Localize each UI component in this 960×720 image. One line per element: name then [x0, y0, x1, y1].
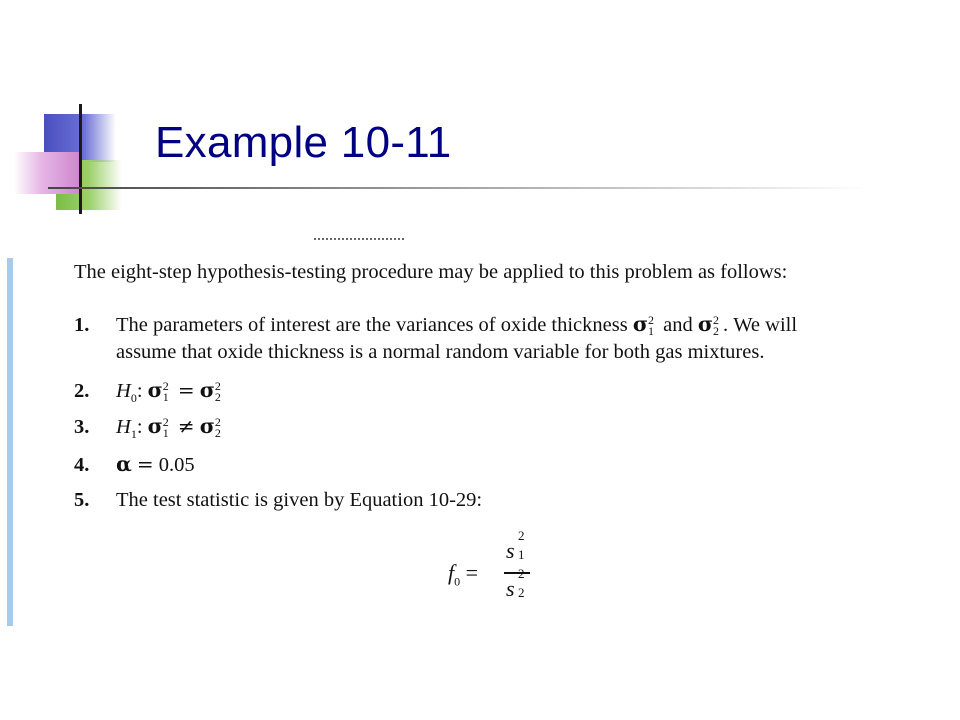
sigma-symbol: σ	[199, 414, 215, 438]
hyp-letter: H	[116, 380, 131, 402]
f-variable: f	[448, 560, 455, 585]
step-2	[74, 376, 225, 405]
hypothesis-alternative: $H_1$: σ 2 1 ≠ σ 2 2	[116, 412, 225, 441]
hyp-subscript: 0	[130, 391, 137, 406]
step-1	[74, 310, 797, 339]
superscript-subscript	[215, 381, 225, 403]
decor-vertical-line	[79, 104, 82, 214]
s-variable: s	[506, 576, 515, 601]
sup-2: 2	[518, 528, 525, 543]
s-variable: s	[506, 538, 515, 563]
hyp-subscript: 1	[130, 427, 137, 442]
equals-symbol: =	[465, 560, 479, 585]
sup-2: 2	[162, 379, 169, 394]
sup-2: 2	[162, 415, 169, 430]
sigma-symbol: σ	[697, 312, 713, 336]
step-5-text: The test statistic is given by Equation 10-29:	[116, 489, 483, 511]
sub-2: 2	[712, 324, 719, 339]
step-1-text-b: and	[657, 314, 698, 336]
sub-1: 1	[162, 426, 169, 441]
sigma-symbol: σ	[147, 414, 163, 438]
step-number: 4.	[74, 454, 90, 476]
step-number: 2.	[74, 380, 90, 402]
superscript-subscript	[163, 417, 173, 439]
step-1-text-c: . We will	[722, 314, 798, 336]
sub-2: 2	[214, 390, 221, 405]
sub-2: 2	[214, 426, 221, 441]
formula-lhs	[448, 560, 479, 589]
step-3	[74, 412, 225, 441]
equals-symbol: =	[136, 452, 154, 476]
alpha-value: 0.05	[158, 454, 195, 476]
sup-2: 2	[518, 566, 525, 581]
fraction-bar	[504, 572, 530, 574]
step-1-line-2: assume that oxide thickness is a normal random variable for both gas mixtures.	[116, 341, 765, 363]
superscript-subscript	[648, 315, 658, 337]
step-1-text	[116, 310, 797, 339]
scan-cutoff-line	[74, 236, 434, 250]
not-equal-symbol: ≠	[177, 414, 195, 438]
f-subscript: 0	[454, 574, 461, 589]
sup-2: 2	[214, 379, 221, 394]
step-5	[74, 486, 482, 514]
title-underline	[48, 187, 868, 189]
content-left-border	[7, 258, 13, 626]
sup-2: 2	[214, 415, 221, 430]
sub-1: 1	[518, 547, 525, 562]
hypothesis-null: $H_0$: σ 2 1 = σ 2 2	[116, 376, 225, 405]
sup-2: 2	[647, 313, 654, 328]
step-1-text-a: The parameters of interest are the variances of oxide thickness	[116, 314, 633, 336]
sub-1: 1	[647, 324, 654, 339]
significance-level	[116, 450, 195, 479]
step-number: 3.	[74, 416, 90, 438]
sub-2: 2	[518, 585, 525, 600]
slide-title: Example 10-11	[155, 118, 452, 167]
step-number: 5.	[74, 489, 90, 511]
superscript-subscript	[713, 315, 723, 337]
hyp-letter: H	[116, 416, 131, 438]
superscript-subscript	[163, 381, 173, 403]
sup-2: 2	[712, 313, 719, 328]
alpha-symbol: α	[116, 452, 132, 476]
superscript-subscript	[215, 417, 225, 439]
intro-text: The eight-step hypothesis-testing procedure may be applied to this problem as follows:	[74, 261, 788, 283]
step-number: 1.	[74, 314, 90, 336]
sigma-symbol: σ	[632, 312, 648, 336]
step-4	[74, 450, 195, 479]
formula-denominator	[506, 566, 525, 602]
equals-symbol: =	[177, 378, 195, 402]
sub-1: 1	[162, 390, 169, 405]
sigma-symbol: σ	[147, 378, 163, 402]
formula-numerator	[506, 528, 525, 564]
sigma-symbol: σ	[199, 378, 215, 402]
